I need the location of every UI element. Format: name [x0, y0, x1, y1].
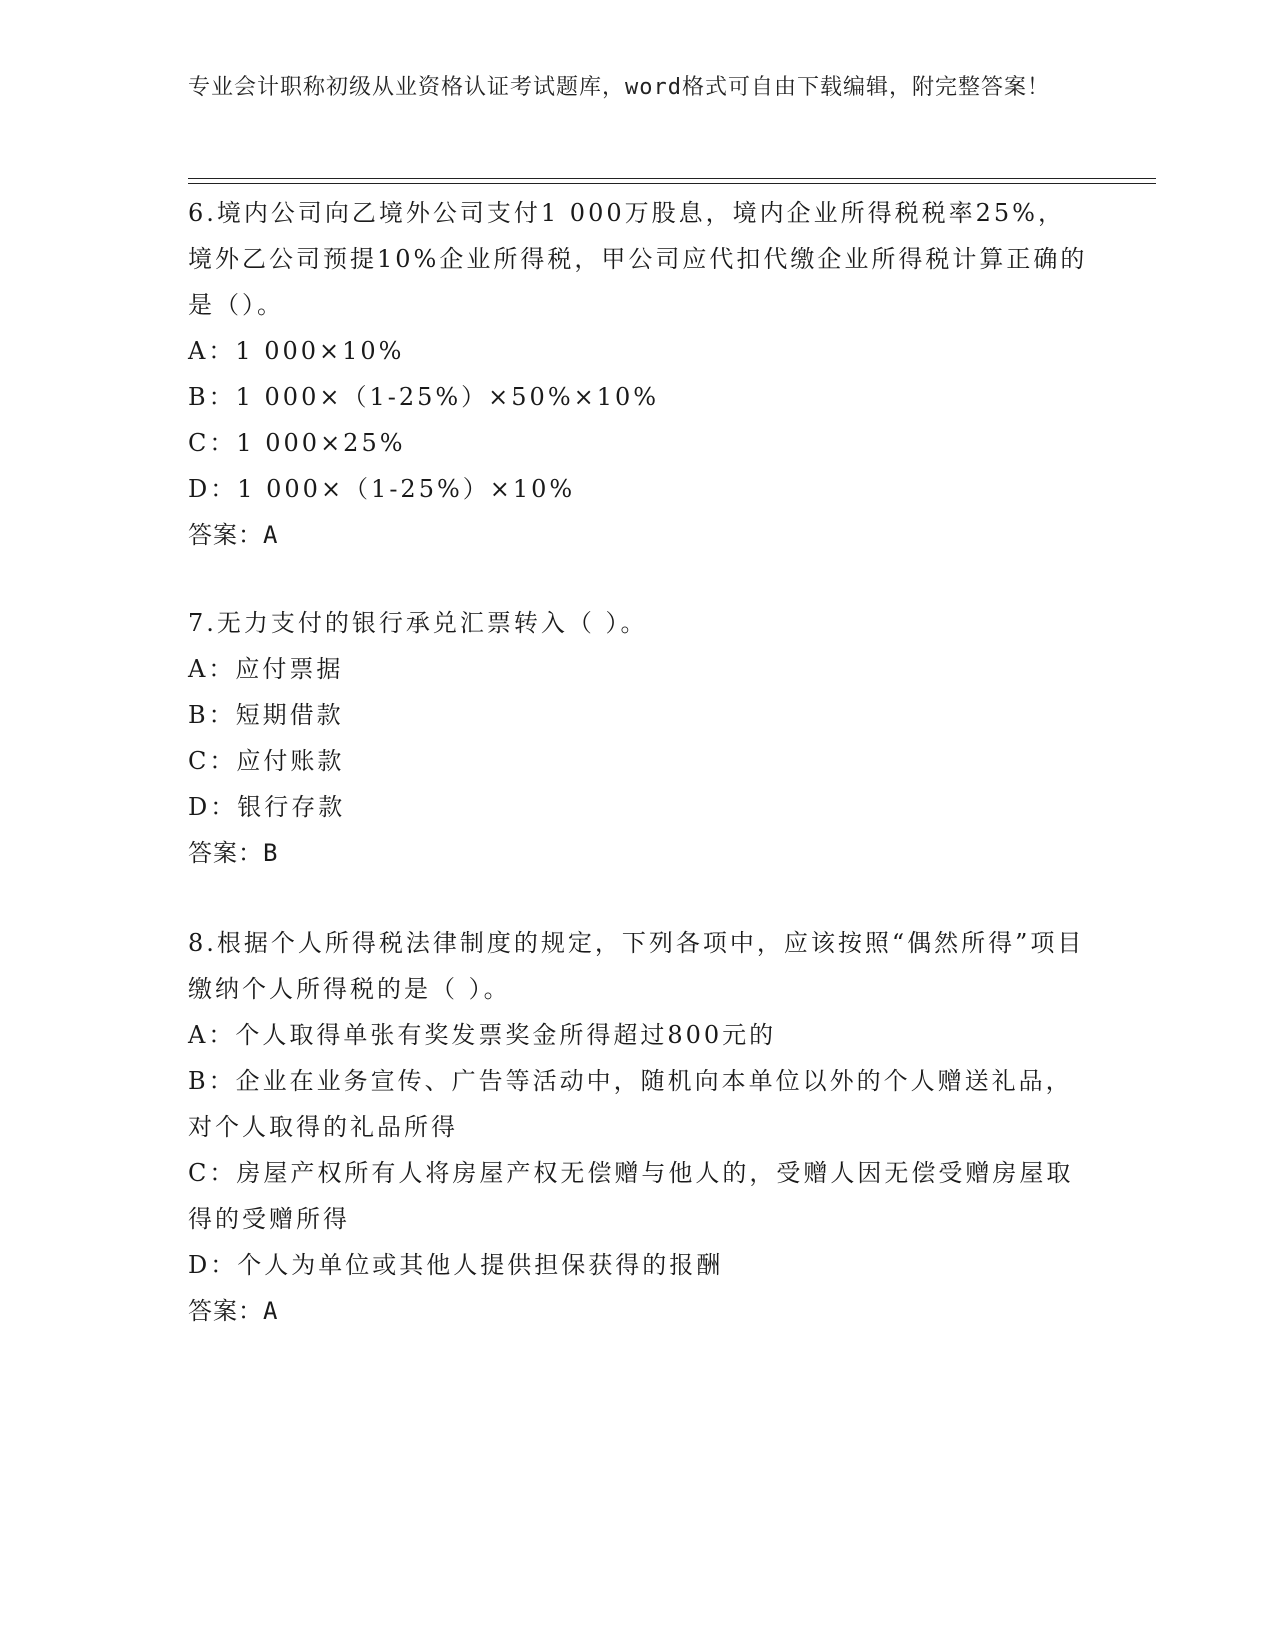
- option-c: C：房屋产权所有人将房屋产权无偿赠与他人的，受赠人因无偿受赠房屋取得的受赠所得: [188, 1159, 1074, 1233]
- answer: 答案：B: [188, 839, 279, 867]
- answer: 答案：A: [188, 521, 279, 549]
- option-c: C：应付账款: [188, 747, 345, 775]
- header-divider-bottom: [188, 183, 1156, 184]
- option-b: B：1 000×（1-25%）×50%×10%: [188, 383, 660, 411]
- question-7: [188, 600, 1088, 876]
- option-d: D：银行存款: [188, 793, 346, 821]
- question-stem: 8.根据个人所得税法律制度的规定，下列各项中，应该按照“偶然所得”项目缴纳个人所得税的是（ ）。: [188, 929, 1085, 1003]
- option-b: B：企业在业务宣传、广告等活动中，随机向本单位以外的个人赠送礼品，对个人取得的礼品所得: [188, 1067, 1073, 1141]
- option-a: A：1 000×10%: [188, 337, 405, 365]
- option-a: A：应付票据: [188, 655, 344, 683]
- answer: 答案：A: [188, 1297, 279, 1325]
- option-d: D：个人为单位或其他人提供担保获得的报酬: [188, 1251, 724, 1279]
- option-a: A：个人取得单张有奖发票奖金所得超过800元的: [188, 1021, 777, 1049]
- question-stem: 7.无力支付的银行承兑汇票转入（ ）。: [188, 609, 648, 637]
- option-c: C：1 000×25%: [188, 429, 406, 457]
- question-6: [188, 190, 1088, 558]
- question-8: [188, 920, 1088, 1334]
- question-stem: 6.境内公司向乙境外公司支付1 000万股息，境内企业所得税税率25%，境外乙公司预提10%企业所得税，甲公司应代扣代缴企业所得税计算正确的是（）。: [188, 199, 1088, 319]
- option-d: D：1 000×（1-25%）×10%: [188, 475, 576, 503]
- header-divider-top: [188, 178, 1156, 179]
- header-text: 专业会计职称初级从业资格认证考试题库，word格式可自由下载编辑，附完整答案！: [188, 75, 1050, 100]
- option-b: B：短期借款: [188, 701, 344, 729]
